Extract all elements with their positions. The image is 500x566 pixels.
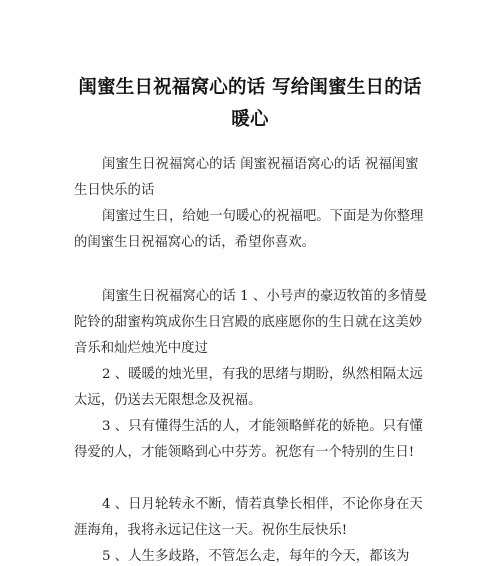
paragraph-wish-3 <box>74 414 430 466</box>
paragraph-intro <box>74 204 430 256</box>
paragraph-text: 闺蜜生日祝福窝心的话 1 、小号声的豪迈牧笛的多情曼陀铃的甜蜜构筑成你生日宫殿的底座愿你的生日就在这美妙音乐和灿烂烛光中度过 <box>74 289 428 356</box>
paragraph-wish-2 <box>74 362 430 414</box>
title-line-1: 闺蜜生日祝福窝心的话 写给闺蜜生日的话 <box>78 77 422 98</box>
paragraph-text: 闺蜜过生日，给她一句暖心的祝福吧。下面是为你整理的闺蜜生日祝福窝心的话，希望你喜欢。 <box>74 209 424 250</box>
title-line-2: 暖心 <box>231 109 269 130</box>
paragraph-text: 4 、日月轮转永不断，情若真挚长相伴，不论你身在天涯海角，我将永远记住这一天。祝你生辰快乐! <box>74 497 423 538</box>
paragraph-wish-4 <box>74 492 430 544</box>
paragraph-wish-1 <box>74 284 430 362</box>
paragraph-intro-keywords <box>74 152 430 204</box>
paragraph-text: 3 、只有懂得生活的人，才能领略鲜花的娇艳。只有懂得爱的人，才能领略到心中芬芳。祝您有一个特别的生日! <box>74 419 423 460</box>
document-title <box>60 72 440 136</box>
paragraph-text: 5 、人生多歧路，不管怎么走，每年的今天，都该为 <box>102 549 410 564</box>
paragraph-text: 2 、暖暖的烛光里，有我的思绪与期盼，纵然相隔太远太远，仍送去无限想念及祝福。 <box>74 367 423 408</box>
paragraph-wish-5 <box>74 544 430 566</box>
paragraph-text: 闺蜜生日祝福窝心的话 闺蜜祝福语窝心的话 祝福闺蜜生日快乐的话 <box>74 157 419 198</box>
